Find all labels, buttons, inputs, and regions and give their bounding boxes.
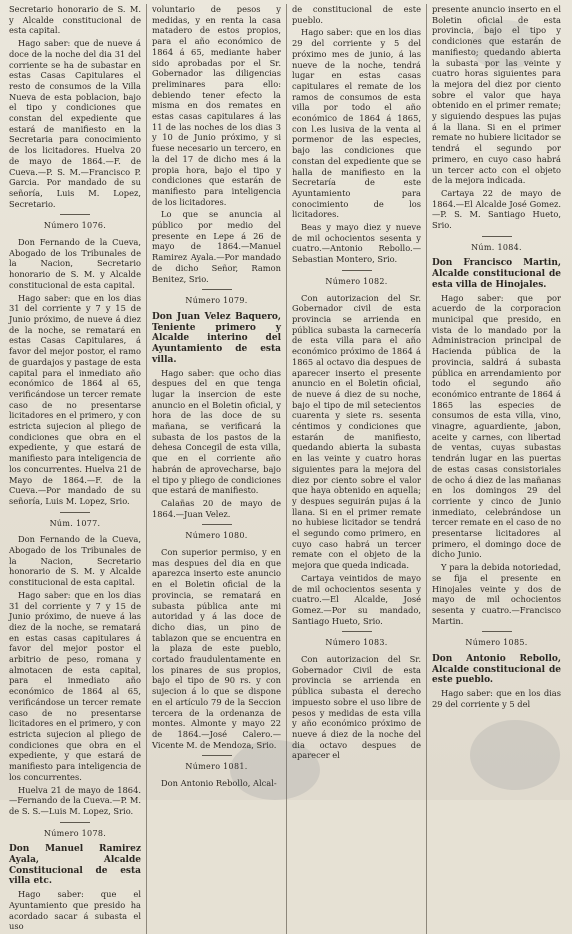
notice-paragraph: Cartaya 22 de mayo de 1864.—El Alcalde José Gomez.—P. S. M. Santiago Hueto, Srio. bbox=[432, 187, 561, 231]
notice-paragraph: Y para la debida notoriedad, se fija el presente en Hinojales veinte y dos de mayo de mil ochocientos sesenta y cuatro.—Francisco Martin. bbox=[432, 562, 561, 626]
notice-number: Número 1076. bbox=[43, 221, 107, 231]
section-divider bbox=[482, 236, 512, 237]
notice-number: Número 1082. bbox=[325, 276, 388, 286]
notice-paragraph: Con autorizacion del Sr. Gobernador civil de esta provincia se arrienda en pública subasta la carnecería de esta villa para el año económico próximo de 1864 á 1865 al octavo dia despues de aparecer inserto el presente anuncio en el Boletin oficial, de nueve á diez de su noche, bajo el tipo de mil setecientos cuarenta y siete rs. sesenta céntimos y condiciones que estarán de manifiesto, quedando abierta la subasta en las veinte y cuatro horas siguientes para la mejora del diez por ciento sobre el valor que haya obtenido en aquella; y despues seguirán pujas á la llana. Si en el primer remate no hubiese licitador se tendrá el segundo como primero, en cuyo caso habrá un tercer remate con el objeto de la mejora que queda indicada. bbox=[292, 292, 421, 571]
ink-stain bbox=[230, 740, 320, 800]
notice-paragraph: Huelva 21 de mayo de 1864.—Fernando de la Cueva.—P. M. de S. S.—Luis M. Lopez, Srio. bbox=[9, 784, 141, 816]
notice-paragraph: Hago saber: que por acuerdo de la corporacion municipal que presido, en vista de lo mandado por la Administracion principal de Hacienda pública de la provincia, saldrá á subasta pública en arrendamiento por todo el segundo año económico entrante de 1864 á 1865 las especies de consumos de esta villa, vino, vinagre, aguardiente, jabon, aceite y carnes, con libertad de ventas, cuyas subastas tendrán lugar en las puertas de estas casas consistoriales de ocho á diez de las mañanas en los domingos 29 del corriente y cinco de Junio inmediato, celebrándose un tercer remate en el caso de no presentarse licitadores al primero, el domingo doce de dicho Junio. bbox=[432, 292, 561, 560]
notice-paragraph: Hago saber: que en los dias 29 del corriente y 5 del bbox=[432, 688, 561, 709]
notice-paragraph: Con autorizacion del Sr. Gobernador Civil de esta provincia se arrienda en pública subasta el derecho impuesto sobre el uso libre de pesos y medidas de esta villa y año económico próximo de nueve á diez de la noche del dia octavo despues de aparecer el bbox=[292, 654, 421, 761]
notice-number: Número 1079. bbox=[185, 296, 248, 306]
notice-paragraph: Hago saber: que el Ayuntamiento que presido ha acordado sacar á subasta el uso bbox=[9, 889, 141, 932]
column-4 bbox=[426, 4, 566, 934]
official-heading: Don Francisco Martin, Alcalde constitucional de esta villa de Hinojales. bbox=[432, 258, 561, 290]
notice-number: Número 1080. bbox=[185, 531, 248, 541]
official-heading: Don Juan Velez Baquero, Teniente primero y Alcalde interino del Ayuntamiento de esta villa. bbox=[152, 311, 281, 365]
section-divider bbox=[482, 631, 512, 632]
ink-stain bbox=[470, 20, 540, 70]
section-divider bbox=[60, 822, 90, 823]
notice-paragraph: presente anuncio inserto en el Boletin oficial de esta provincia, bajo el tipo y condiciones que estarán de manifiesto; quedando abierta la subasta por las veinte y cuatro horas siguientes para la mejora del diez por ciento sobre el valor que haya obtenido en el primer remate; y siguiendo despues las pujas á la llana. Si en el primer remate no hubiere licitador se tendrá el segundo por primero, en cuyo caso habrá un tercer acto con el objeto de la mejora indicada. bbox=[432, 4, 561, 186]
column-1 bbox=[6, 4, 146, 934]
notice-paragraph: Don Fernando de la Cueva, Abogado de los Tribunales de la Nacion, Secretario honorario de S. M. y Alcalde constitucional de esta capital. bbox=[9, 237, 141, 290]
notice-number: Número 1078. bbox=[43, 828, 107, 838]
notice-paragraph: Lo que se anuncia al público por medio del presente en Lepe á 26 de mayo de 1864.—Manuel Ramirez Ayala.—Por mandado de dicho Señor, Ramon Benitez, Srio. bbox=[152, 209, 281, 284]
notice-paragraph: Don Antonio Rebollo, Alcal- bbox=[161, 778, 277, 789]
notice-number: Núm. 1077. bbox=[49, 518, 101, 528]
notice-paragraph: Secretario honorario de S. M. y Alcalde constitucional de esta capital. bbox=[9, 4, 141, 36]
notice-paragraph: Hago saber: que ocho dias despues del en que tenga lugar la insercion de este anuncio en el Boletin oficial, y hora de las doce de su mañana, se verificará la subasta de los pastos de la dehesa Concegil de esta villa, que en el corriente año habrán de aprovecharse, bajo el tipo y pliego de condiciones que estará de manifiesto. bbox=[152, 367, 281, 496]
section-divider bbox=[202, 524, 232, 525]
notice-paragraph: Calañas 20 de mayo de 1864.—Juan Velez. bbox=[152, 497, 281, 519]
official-heading: Don Antonio Rebollo, Alcalde constitucional de este pueblo. bbox=[432, 654, 561, 686]
column-3 bbox=[286, 4, 426, 934]
notice-paragraph: Hago saber: que de nueve á doce de la noche del dia 31 del corriente se ha de subastar en estas Casas Capitulares el resto de consumos de la Villa Nueva de esta poblacion, bajo el tipo y condiciones que constan del expediente que estará de manifiesto en la Secretaria para conocimiento de los licitadores. Huelva 20 de mayo de 1864.—F. de Cueva.—P. S. M.—Francisco P. Garcia. Por mandado de su señoría, Luis M. Lopez, Secretario. bbox=[9, 38, 141, 209]
notice-paragraph: Don Fernando de la Cueva, Abogado de los Tribunales de la Nacion, Secretario honorario de S. M. y Alcalde constitucional de esta capital. bbox=[9, 534, 141, 588]
section-divider bbox=[202, 755, 232, 756]
official-heading: Don Manuel Ramirez Ayala, Alcalde Constitucional de esta villa etc. bbox=[9, 844, 141, 887]
notice-paragraph: de constitucional de este pueblo. bbox=[292, 4, 421, 25]
notice-number: Número 1081. bbox=[185, 762, 248, 772]
notice-paragraph: Cartaya veintidos de mayo de mil ochocientos sesenta y cuatro.—El Alcalde, José Gomez.—Por su mandado, Santiago Hueto, Srio. bbox=[292, 572, 421, 626]
section-divider bbox=[202, 289, 232, 290]
text-columns bbox=[6, 4, 566, 932]
notice-number: Número 1083. bbox=[325, 638, 388, 648]
notice-paragraph: Hago saber: que en los dias 31 del corriente y 7 y 15 de Junio próximo, de nueve á las diez de la noche, se rematará en estas casas capitulares á favor del mejor postor el arbitrio de peso, romana y almotacen de esta capital, para el inmediato año económico de 1864 al 65, verificándose un tercer remate caso de no presentarse licitadores en el primero, y con estricta sujecion al pliego de condiciones que obra en el expediente, y que estará de manifiesto para inteligencia de los concurrentes. bbox=[9, 589, 141, 782]
notice-paragraph: Hago saber: que en los dias 29 del corriente y 5 del próximo mes de junio, á las nueve de la noche, tendrá lugar en estas casas capitulares el remate de los ramos de consumos de esta villa por todo el año económico de 1864 á 1865, con l.es lusiva de la venta al pormenor de las especies, bajo las condiciones que constan del expediente que se halla de manifiesto en la Secretaría de este Ayuntamiento para conocimiento de los licitadores. bbox=[292, 27, 421, 220]
notice-paragraph: Beas y mayo diez y nueve de mil ochocientos sesenta y cuatro.—Antonio Rebollo.—Sebastian Montero, Srio. bbox=[292, 222, 421, 265]
ink-stain bbox=[470, 720, 560, 790]
section-divider bbox=[60, 512, 90, 513]
notice-paragraph: Con superior permiso, y en mas despues del dia en que aparezca inserto este anuncio en el Boletin oficial de la provincia, se rematará en subasta pública ante mi autoridad y á las doce de dicho dias, un pino de tablazon que se encuentra en la plaza de este pueblo, cortado fraudulentamente en los pinares de sus propios, bajo el tipo de 90 rs. y con sujecion á lo que se dispone en el artículo 79 de la Seccion tercera de la ordenanza de montes. Almonte y mayo 22 de 1864.—José Calero.—Vicente M. de Mendoza, Srio. bbox=[152, 547, 281, 750]
notice-paragraph: voluntario de pesos y medidas, y en renta la casa matadero de estos propios, para el año económico de 1864 á 65, mediante haber sido aprobadas por el Sr. Gobernador las diligencias preliminares para ello: debiendo tener efecto la misma en dos remates en estas casas capitulares á las 11 de las noches de los dias 3 y 10 de Junio próximo, y si fuese necesario un tercero, en la del 17 de dicho mes á la propia hora, bajo el tipo y condiciones que estarán de manifiesto para inteligencia de los licitadores. bbox=[152, 4, 281, 207]
notice-paragraph: Hago saber: que en los dias 31 del corriente y 7 y 15 de Junio próximo, de nueve á diez de la noche, se rematará en estas Casas Capitulares, á favor del mejor postor, el ramo de guardajos y pastage de esta capital para el inmediato año económico de 1864 al 65, verificándose un tercer remate caso de no presentarse licitadores en el primero, y con estricta sujecion al pliego de condiciones que obra en el expediente, y que estará de manifiesto para inteligencia de los concurrentes. Huelva 21 de Mayo de 1864.—F. de la Cueva.—Por mandado de su señoría, Luis M. Lopez, Srio. bbox=[9, 292, 141, 506]
notice-number: Número 1085. bbox=[465, 638, 528, 648]
section-divider bbox=[342, 270, 372, 271]
notice-number: Núm. 1084. bbox=[471, 242, 522, 252]
section-divider bbox=[60, 214, 90, 215]
section-divider bbox=[342, 631, 372, 632]
